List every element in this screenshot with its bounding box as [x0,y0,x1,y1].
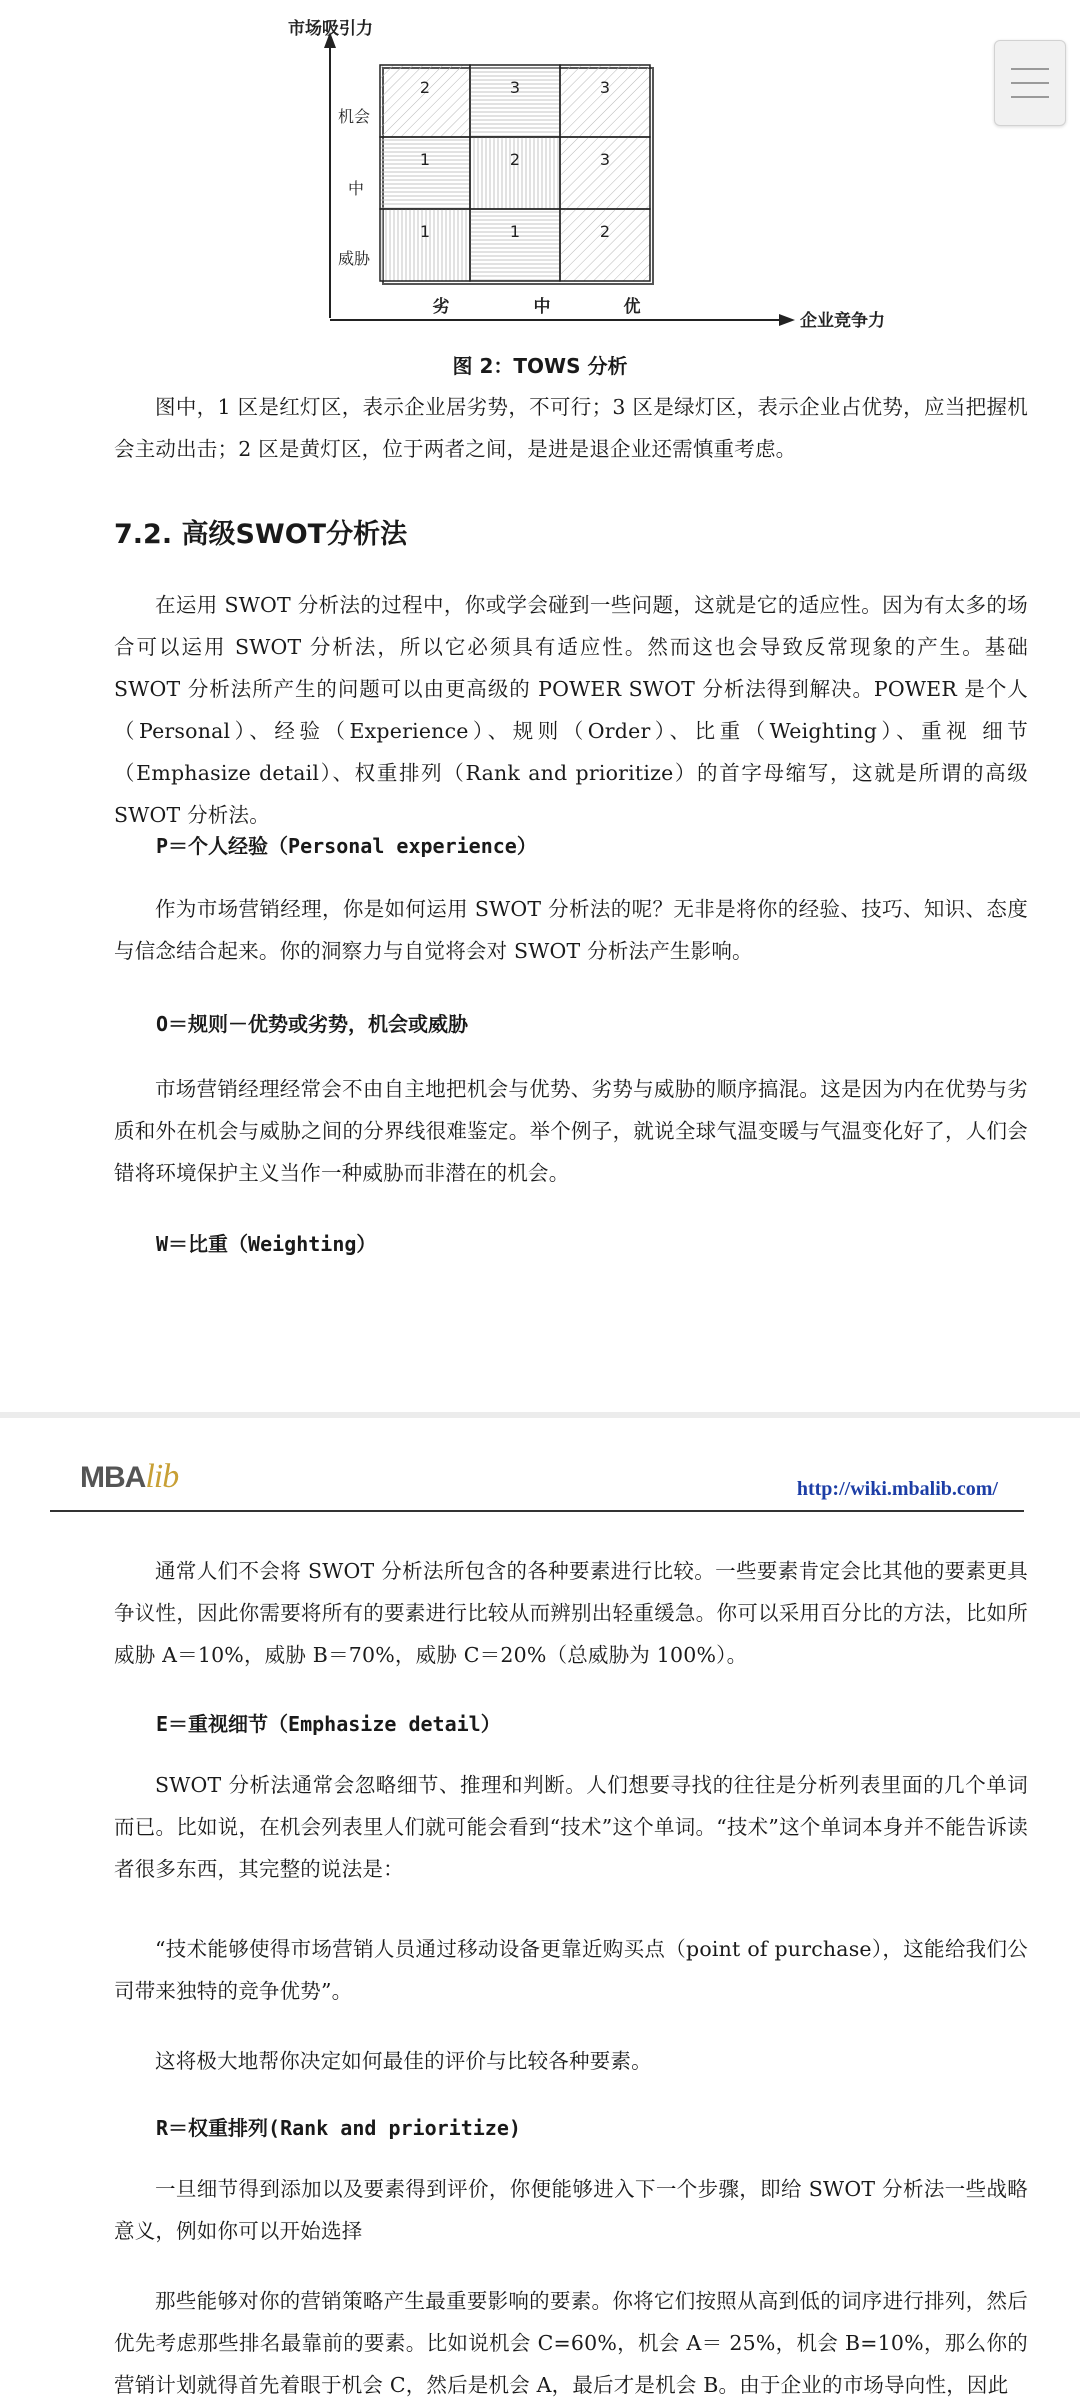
subheading-r: R＝权重排列(Rank and prioritize) [156,2116,521,2140]
menu-button[interactable] [994,40,1066,126]
col-label-middle: 中 [533,297,551,317]
help-paragraph: 这将极大地帮你决定如何最佳的评价与比较各种要素。 [155,2049,652,2073]
grid-cell [470,65,560,137]
x-axis-arrow [779,314,795,326]
row-label-opportunity: 机会 [338,107,371,126]
menu-icon-bar [1011,96,1049,98]
paragraph-o: 市场营销经理经常会不由自主地把机会与优势、劣势与威胁的顺序搞混。这是因为内在优势与劣质和外在机会与威胁之间的分界线很难鉴定。举个例子，就说全球气温变暖与气温变化好了，人们会错将环境保护主义当作一种威胁而非潜在的机会。 [114,1077,1028,1185]
grid-cell-value: 3 [599,78,611,97]
header-rule [50,1510,1024,1512]
paragraph-r2: 那些能够对你的营销策略产生最重要影响的要素。你将它们按照从高到低的词序进行排列，然后优先考虑那些排名最靠前的要素。比如说机会 C=60%，机会 A＝ 25%，机会 B=10%，那么你的营销计划就得首先着眼于机会 C，然后是机会 A，最后才是机会 B。由于企业的市场导向性，因此 [114,2289,1028,2397]
row-label-middle: 中 [348,179,365,198]
menu-icon-bar [1011,68,1049,70]
tows-chart-svg [280,10,920,340]
paragraph-r1: 一旦细节得到添加以及要素得到评价，你便能够进入下一个步骤，即给 SWOT 分析法一些战略意义，例如你可以开始选择 [114,2177,1028,2243]
row-label-threat: 威胁 [338,249,371,268]
grid-cell [560,65,650,137]
col-label-strong: 优 [623,297,641,317]
header-url-link[interactable]: http://wiki.mbalib.com/ [796,1478,998,1500]
power-paragraph: 在运用 SWOT 分析法的过程中，你或学会碰到一些问题，这就是它的适应性。因为有太多的场合可以运用 SWOT 分析法，所以它必须具有适应性。然而这也会导致反常现象的产生。基础 SWOT 分析法所产生的问题可以由更高级的 POWER SWOT 分析法得到解决。POWER 是个人（Personal）、经验（Experience）、规则（Order）、比重（Weighting）、重视 细节（Emphasize detail）、权重排列（Rank and prioritize）的首字母缩写，这就是所谓的高级 SWOT 分析法。 [114,593,1028,827]
grid-cell-value: 2 [419,78,431,97]
y-axis-label: 市场吸引力 [288,19,373,39]
subheading-o: O＝规则－优势或劣势，机会或威胁 [156,1012,469,1036]
tows-figure [280,10,920,340]
grid-cell-value: 1 [419,150,431,169]
tows-grid [380,65,653,284]
paragraph-e: SWOT 分析法通常会忽略细节、推理和判断。人们想要寻找的往往是分析列表里面的几个单词而已。比如说，在机会列表里人们就可能会看到“技术”这个单词。“技术”这个单词本身并不能告诉读者很多东西，其完整的说法是： [114,1773,1028,1881]
paragraph-w: 通常人们不会将 SWOT 分析法所包含的各种要素进行比较。一些要素肯定会比其他的要素更具争议性，因此你需要将所有的要素进行比较从而辨别出轻重缓急。你可以采用百分比的方法，比如所威胁 A＝10%，威胁 B＝70%，威胁 C＝20%（总威胁为 100%）。 [114,1559,1028,1667]
subheading-w: W＝比重（Weighting） [156,1232,377,1256]
grid-cell-value: 3 [599,150,611,169]
quote-paragraph: “技术能够使得市场营销人员通过移动设备更靠近购买点（point of purchase），这能给我们公司带来独特的竞争优势”。 [114,1937,1028,2003]
grid-cell [470,209,560,281]
grid-cell [380,65,470,137]
subheading-e: E＝重视细节（Emphasize detail） [156,1712,501,1736]
menu-icon-bar [1011,82,1049,84]
logo-text-lib: lib [145,1458,179,1495]
document-page-2 [0,1418,1080,2400]
grid-cell-value: 1 [509,222,521,241]
grid-cell [380,209,470,281]
figure-caption: 图 2：TOWS 分析 [452,354,628,378]
section-heading: 7.2. 高级SWOT分析法 [114,519,408,550]
x-axis-label: 企业竞争力 [800,311,885,331]
col-label-weak: 劣 [432,297,450,317]
grid-cell [380,137,470,209]
grid-cell [470,137,560,209]
logo-text-mba: MBA [80,1461,146,1494]
intro-paragraph: 图中，1 区是红灯区，表示企业居劣势，不可行；3 区是绿灯区，表示企业占优势，应当把握机会主动出击；2 区是黄灯区，位于两者之间，是进是退企业还需慎重考虑。 [114,395,1028,461]
grid-cell-value: 1 [419,222,431,241]
subheading-p: P＝个人经验（Personal experience） [156,834,537,858]
grid-cell-value: 3 [509,78,521,97]
grid-cell [560,209,650,281]
mbalib-logo [80,1458,178,1502]
grid-cell [560,137,650,209]
grid-cell-value: 2 [509,150,521,169]
paragraph-p: 作为市场营销经理，你是如何运用 SWOT 分析法的呢？无非是将你的经验、技巧、知识、态度与信念结合起来。你的洞察力与自觉将会对 SWOT 分析法产生影响。 [114,897,1028,963]
grid-cell-value: 2 [599,222,611,241]
